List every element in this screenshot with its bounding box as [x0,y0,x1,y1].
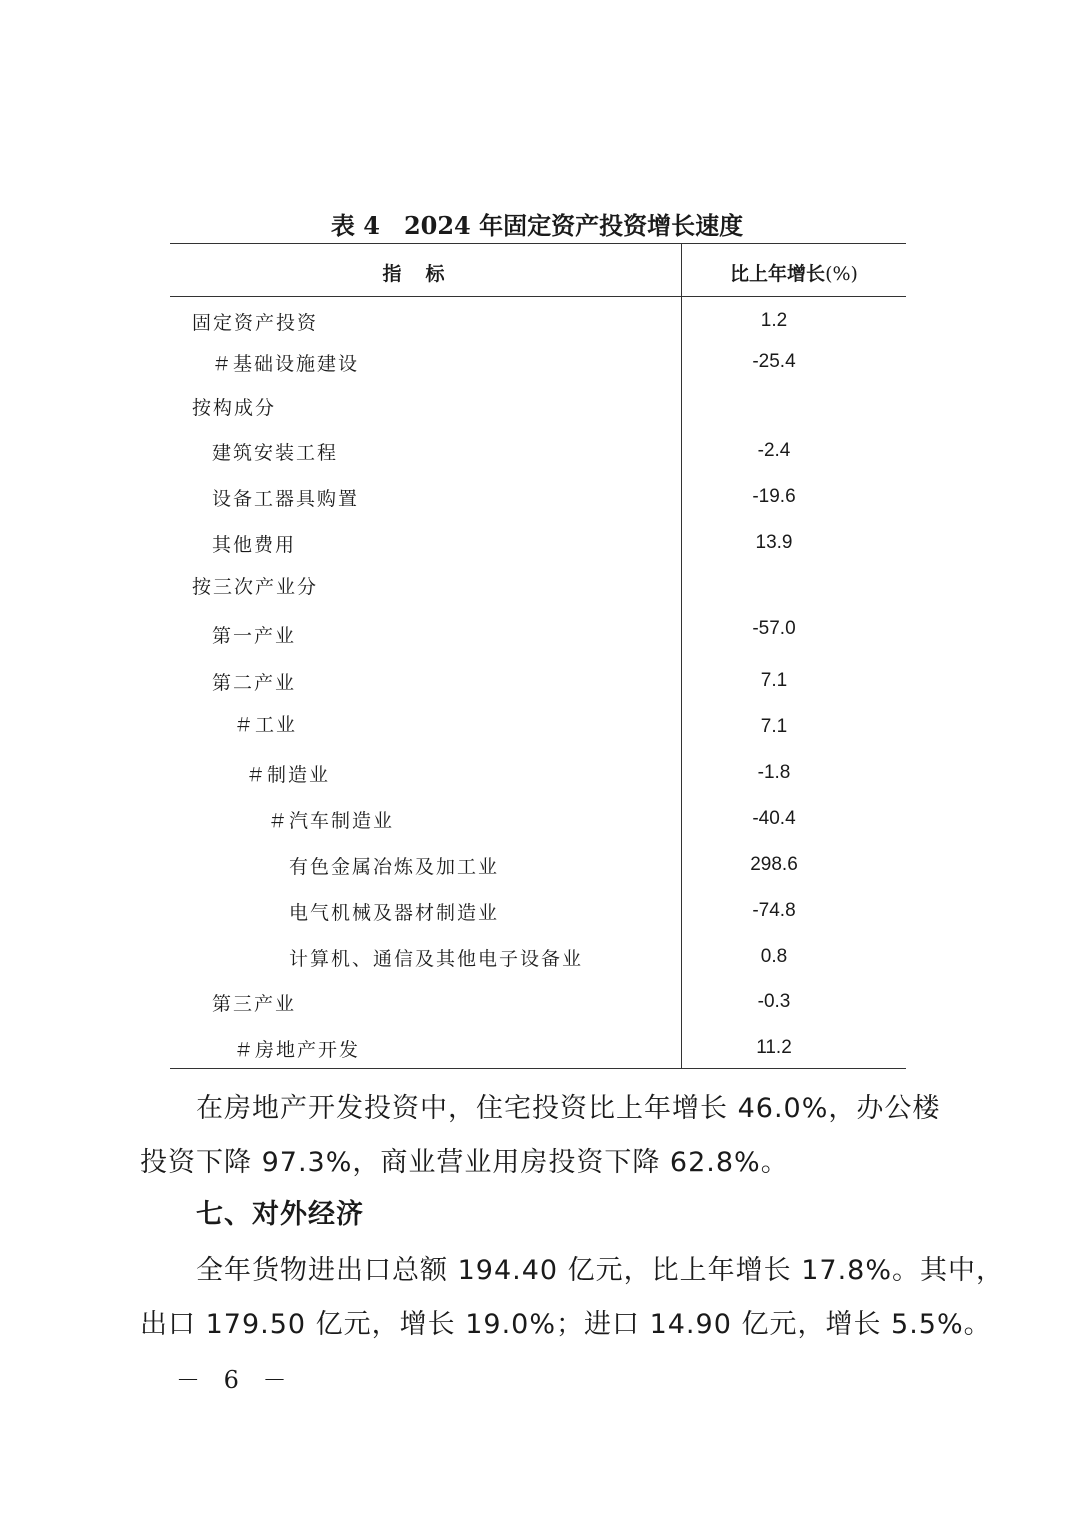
row-value: -25.4 [752,351,796,372]
row-label: 第二产业 [212,672,297,694]
header-growth-unit: (%) [825,263,858,285]
row-label: 计算机、通信及其他电子设备业 [289,948,584,970]
row-value: -40.4 [752,808,796,829]
row-value: -74.8 [752,900,796,921]
row-value: -1.8 [757,762,791,783]
row-label: ＃房地产开发 [234,1039,361,1061]
row-label: ＃制造业 [246,764,331,786]
paragraph-trade-line-1: 全年货物进出口总额 194.40 亿元，比上年增长 17.8%。其中， [196,1255,1004,1286]
header-growth [682,259,906,286]
row-label: 电气机械及器材制造业 [289,902,500,924]
row-label: 设备工器具购置 [212,488,360,510]
row-label: ＃汽车制造业 [268,810,395,832]
paragraph-real-estate-line-2: 投资下降 97.3%，商业营业用房投资下降 62.8%。 [140,1147,789,1178]
table-title: 表 4 2024 年固定资产投资增长速度 [330,211,744,240]
header-indicator: 指标 [382,263,469,285]
row-value: 13.9 [755,532,793,553]
row-label: 其他费用 [212,534,297,556]
row-value: 11.2 [756,1037,792,1058]
row-label: 按三次产业分 [192,576,319,598]
table-bottom-rule [170,1068,906,1069]
row-value: -2.4 [757,440,791,461]
row-label: 有色金属冶炼及加工业 [289,856,500,878]
row-label: 第三产业 [212,993,297,1015]
row-value: 0.8 [760,946,788,967]
header-growth-label: 比上年增长 [730,263,826,285]
paragraph-real-estate-line-1: 在房地产开发投资中，住宅投资比上年增长 46.0%，办公楼 [196,1093,941,1124]
row-value: 298.6 [750,854,798,875]
row-label: 固定资产投资 [192,312,319,334]
row-label: 按构成分 [192,397,277,419]
section-heading: 七、对外经济 [196,1199,364,1230]
row-label: ＃基础设施建设 [212,353,360,375]
row-value: 1.2 [760,310,788,331]
row-value: -19.6 [752,486,796,507]
row-value: 7.1 [760,716,788,737]
row-label: 第一产业 [212,625,297,647]
table-top-rule [170,243,906,244]
page-number: － 6 － [176,1366,295,1394]
row-value: -57.0 [752,618,796,639]
table-header-rule [170,296,906,297]
row-label: 建筑安装工程 [212,442,339,464]
paragraph-trade-line-2: 出口 179.50 亿元，增长 19.0%；进口 14.90 亿元，增长 5.5%。 [140,1309,992,1340]
row-label: ＃工业 [234,714,298,736]
row-value: 7.1 [760,670,788,691]
row-value: -0.3 [757,991,791,1012]
